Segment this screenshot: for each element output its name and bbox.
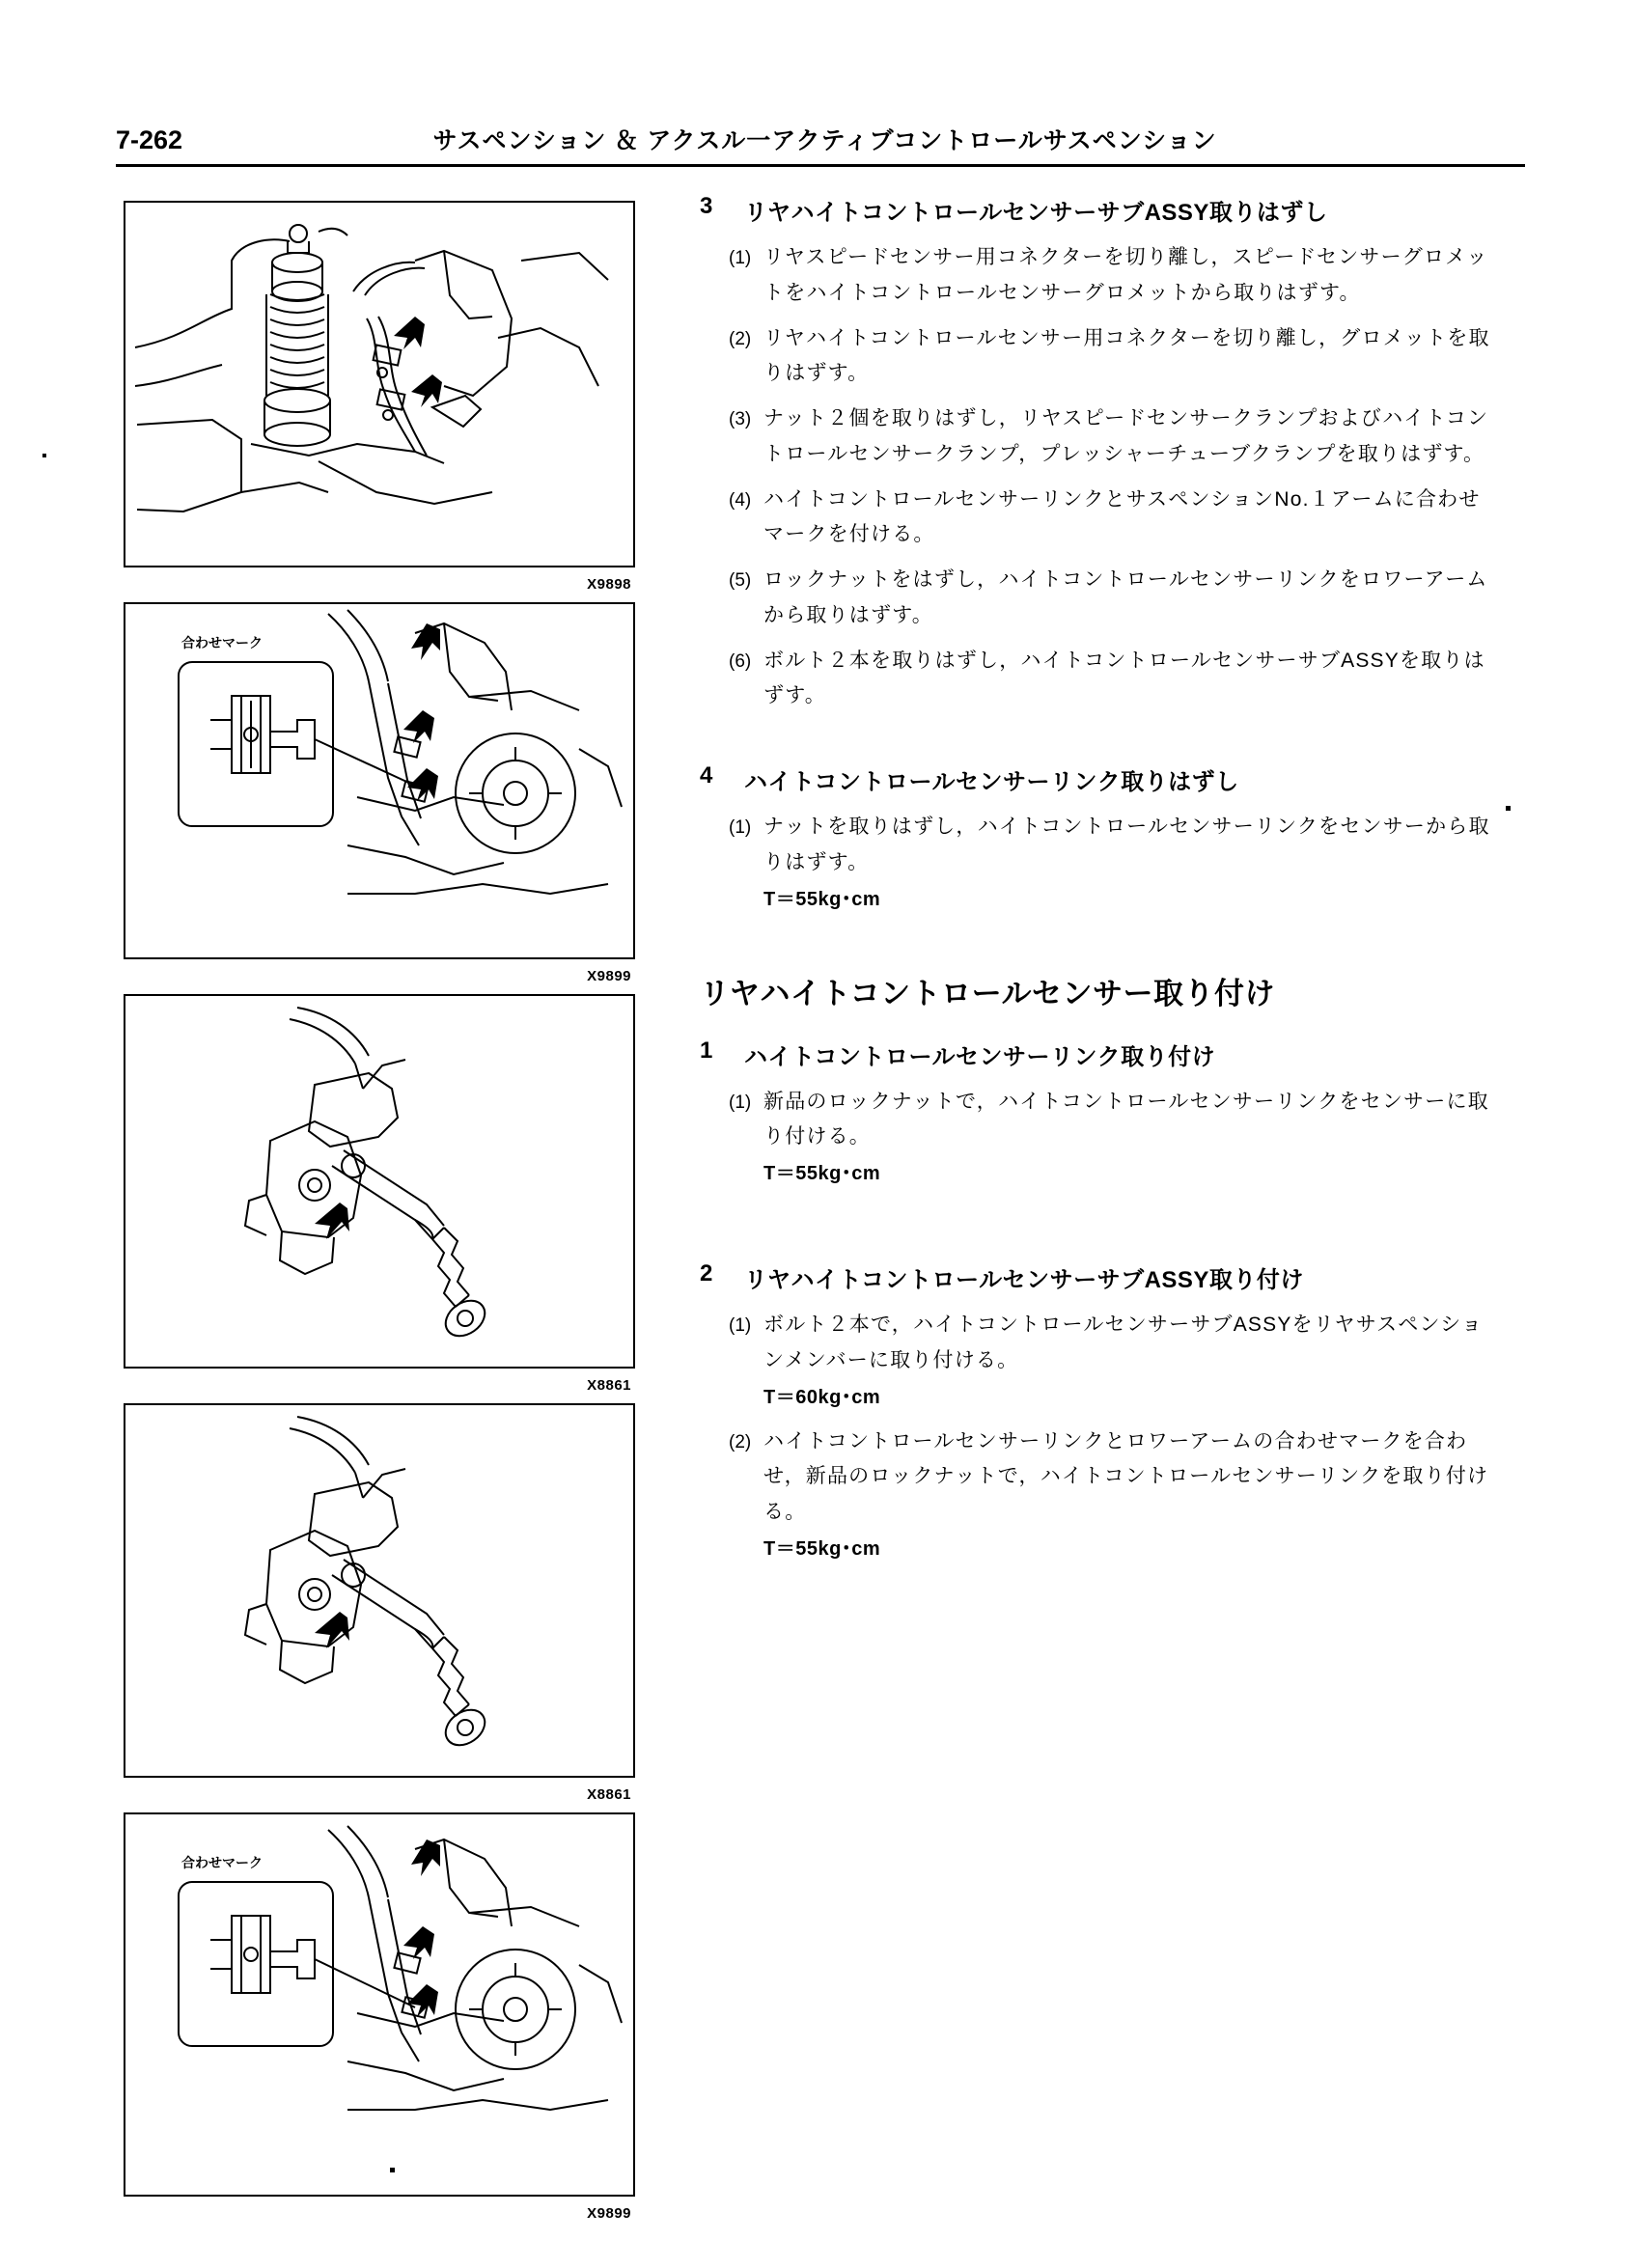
- figure-1-code: X9898: [587, 576, 631, 593]
- figure-3: [124, 994, 635, 1369]
- item-text-body: ハイトコントロールセンサーリンクとロワーアームの合わせマークを合わせ，新品のロックナットで，ハイトコントロールセンサーリンクを取り付ける。: [763, 1429, 1489, 1523]
- section-title: リヤハイトコントロールセンサーサブASSY取り付け: [744, 1267, 1304, 1293]
- figure-3-wrapper: [124, 994, 635, 1394]
- item-text: [763, 810, 1491, 917]
- figure-4-illustration: [125, 1405, 633, 1776]
- figure-5-code: X9899: [587, 2205, 631, 2222]
- figure-3-illustration: [125, 996, 633, 1367]
- item-number: (1): [729, 1315, 752, 1336]
- item-text-body: ナットを取りはずし，ハイトコントロールセンサーリンクをセンサーから取りはずす。: [763, 816, 1490, 873]
- item-text: リヤスピードセンサー用コネクターを切り離し，スピードセンサーグロメットをハイトコントロールセンサーグロメットから取りはずす。: [763, 246, 1488, 304]
- item-number: (6): [729, 650, 752, 672]
- figure-2: [124, 602, 635, 959]
- section-title: ハイトコントロールセンサーリンク取りはずし: [744, 769, 1239, 795]
- torque-spec: T＝55kg･cm: [763, 1163, 881, 1184]
- item-text-body: 新品のロックナットで，ハイトコントロールセンサーリンクをセンサーに取り付ける。: [763, 1090, 1489, 1148]
- item-number: (1): [729, 1092, 752, 1113]
- list-item: [700, 1424, 1491, 1566]
- margin-mark-right: [1506, 806, 1511, 811]
- figure-1-wrapper: [124, 201, 635, 593]
- torque-spec: T＝55kg･cm: [763, 888, 881, 910]
- spacer: [700, 1239, 1491, 1260]
- section-heading: [700, 1260, 1491, 1294]
- item-number: (2): [729, 1431, 752, 1452]
- list-item: [700, 240, 1491, 312]
- page-header: [116, 122, 1525, 156]
- item-number: (1): [729, 817, 752, 838]
- figure-5-caption: 合わせマーク: [181, 1855, 263, 1870]
- figure-1: [124, 201, 635, 567]
- item-text: ナット２個を取りはずし，リヤスピードセンサークランプおよびハイトコントロールセンサークランプ，プレッシャーチューブクランプを取りはずす。: [763, 407, 1489, 465]
- text-column: [700, 193, 1491, 1576]
- section-install-1: [700, 1037, 1491, 1192]
- section-title: リヤハイトコントロールセンサーサブASSY取りはずし: [744, 200, 1328, 226]
- figure-4: [124, 1403, 635, 1778]
- margin-mark-left: [42, 454, 46, 457]
- spacer: [700, 1201, 1491, 1239]
- figure-4-code: X8861: [587, 1786, 631, 1803]
- item-number: (5): [729, 570, 752, 591]
- page-title: サスペンション ＆ アクスル一アクティブコントロールサスペンション: [432, 127, 1217, 154]
- figure-2-caption: 合わせマーク: [181, 635, 263, 650]
- section-removal-3: [700, 193, 1491, 714]
- item-text: ハイトコントロールセンサーリンクとサスペンションNo.１アームに合わせマークを付ける。: [763, 487, 1481, 546]
- item-text: リヤハイトコントロールセンサー用コネクターを切り離し，グロメットを取りはずす。: [763, 326, 1490, 385]
- section-title: ハイトコントロールセンサーリンク取り付け: [744, 1043, 1216, 1070]
- margin-mark-bottom: [390, 2168, 395, 2172]
- spacer: [700, 724, 1491, 762]
- list-item: [700, 563, 1491, 634]
- item-number: (2): [729, 328, 752, 349]
- torque-spec: T＝55kg･cm: [763, 1537, 881, 1560]
- list-item: [700, 483, 1491, 554]
- figure-column: [124, 201, 635, 2231]
- item-text: [763, 1424, 1491, 1566]
- item-text: [763, 1308, 1491, 1415]
- list-item: [700, 321, 1491, 393]
- figure-3-code: X8861: [587, 1377, 631, 1394]
- section-heading: [700, 762, 1491, 796]
- installation-heading: リヤハイトコントロールセンサー取り付け: [700, 976, 1276, 1010]
- figure-2-code: X9899: [587, 968, 631, 984]
- list-item: [700, 1085, 1491, 1192]
- section-number: 4: [700, 762, 713, 788]
- item-number: (1): [729, 248, 752, 268]
- list-item: [700, 810, 1491, 917]
- section-install-2: [700, 1260, 1491, 1566]
- section-number: 1: [700, 1037, 713, 1064]
- section-heading: [700, 193, 1491, 227]
- section-removal-4: [700, 762, 1491, 917]
- list-item: [700, 401, 1491, 473]
- section-number: 3: [700, 193, 713, 219]
- torque-spec: T＝60kg･cm: [763, 1386, 881, 1408]
- header-divider: [116, 164, 1525, 167]
- figure-5-wrapper: [124, 1812, 635, 2222]
- section-heading: [700, 1037, 1491, 1071]
- figure-5: [124, 1812, 635, 2197]
- item-text: ボルト２本を取りはずし，ハイトコントロールセンサーサブASSYを取りはずす。: [763, 649, 1485, 707]
- item-text: ロックナットをはずし，ハイトコントロールセンサーリンクをロワーアームから取りはずす。: [763, 568, 1488, 626]
- list-item: [700, 1308, 1491, 1415]
- section-number: 2: [700, 1260, 713, 1286]
- page-number: 7-262: [116, 125, 183, 154]
- item-text: [763, 1085, 1491, 1192]
- figure-4-wrapper: [124, 1403, 635, 1803]
- list-item: [700, 644, 1491, 715]
- item-number: (3): [729, 409, 752, 429]
- figure-1-illustration: [125, 203, 633, 566]
- item-number: (4): [729, 489, 752, 511]
- figure-2-illustration: [125, 604, 633, 957]
- item-text-body: ボルト２本で，ハイトコントロールセンサーサブASSYをリヤサスペンションメンバーに取り付ける。: [763, 1314, 1484, 1371]
- figure-2-wrapper: [124, 602, 635, 984]
